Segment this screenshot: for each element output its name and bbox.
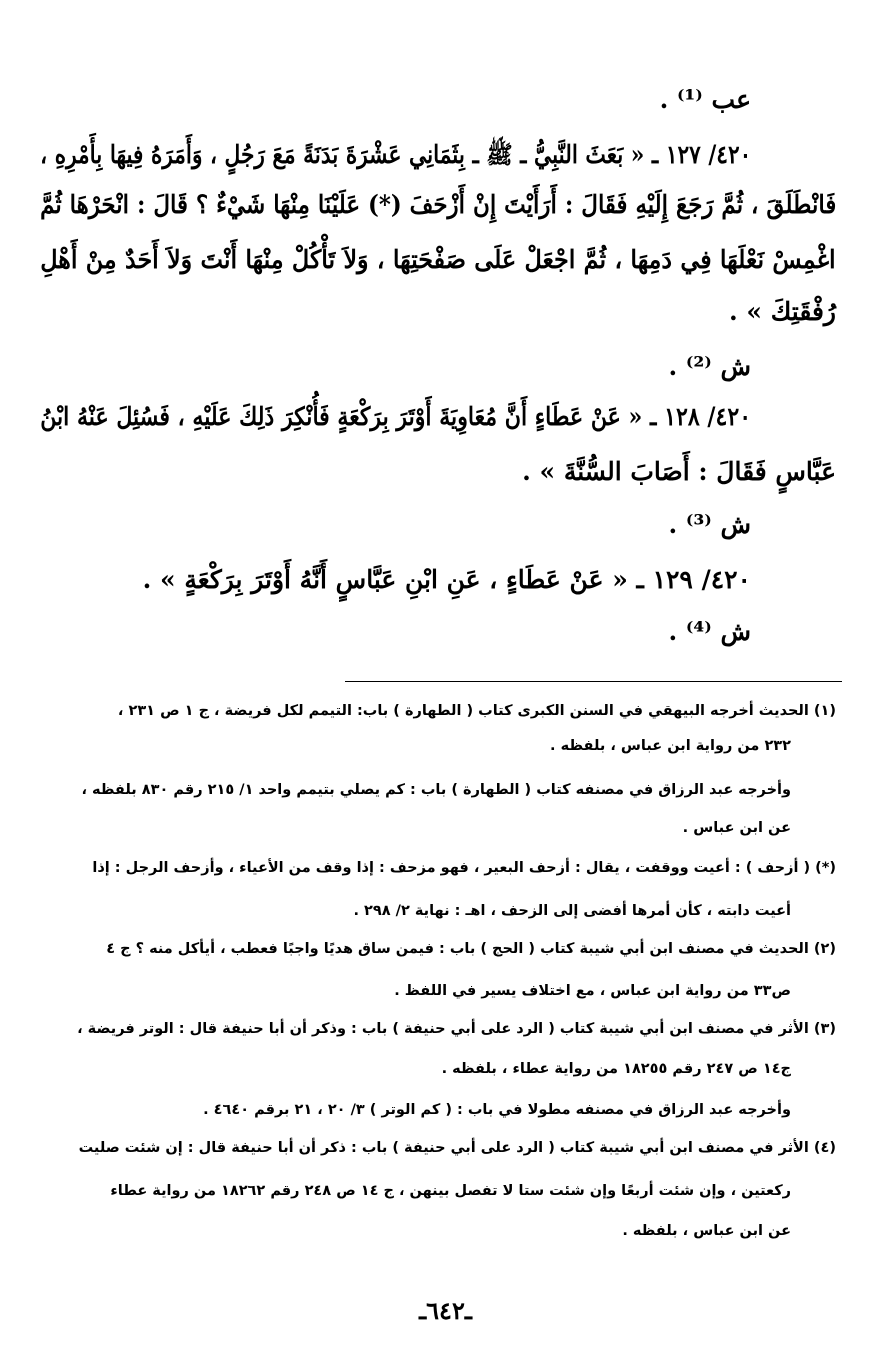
hadith-127-line-2: فَانْطَلَقَ ، ثُمَّ رَجَعَ إِلَيْهِ فَقَالَ : أَرَأَيْتَ إِنْ أَزْحَفَ (*) عَلَيْنَا مِنْهَا شَيْءٌ ؟ قَالَ : انْحَرْهَا ثُمَّ [39,190,836,219]
footnote-4-line-1: (٤) الأثر في مصنف ابن أبي شيبة كتاب ( الرد على أبي حنيفة ) باب : ذكر أن أبا حنيفة قال : إن شئت صليت [78,1140,836,1156]
reference-line-3: ش ⁽³⁾ . [668,510,751,539]
hadith-128-line-2: عَبَّاسٍ فَقَالَ : أَصَابَ السُّنَّةَ » . [522,457,836,486]
footnote-1-line-3: وأخرجه عبد الرزاق في مصنفه كتاب ( الطهارة ) باب : كم يصلي بتيمم واحد ١/ ٢١٥ رقم ٨٣٠ بلفظه ، [81,782,791,798]
reference-line-4: ش ⁽⁴⁾ . [668,617,751,646]
footnote-2-line-2: ص٣٣ من رواية ابن عباس ، مع اختلاف يسير في اللفظ . [394,983,791,999]
hadith-127-line-4: رُفْقَتِكَ » . [728,297,836,326]
reference-line-1: عب ⁽¹⁾ . [659,85,751,114]
footnote-4-line-2: ركعتين ، وإن شئت أربعًا وإن شئت ستا لا تفصل بينهن ، ج ١٤ ص ٢٤٨ رقم ١٨٢٦٢ من رواية عطاء [110,1183,791,1199]
footnote-1-line-1: (١) الحديث أخرجه البيهقي في السنن الكبرى كتاب ( الطهارة ) باب: التيمم لكل فريضة ، ج ١ ص ٢٣١ ، [117,703,836,719]
footnote-2-line-1: (٢) الحديث في مصنف ابن أبي شيبة كتاب ( الحج ) باب : فيمن ساق هديًا واجبًا فعطب ، أيأكل منه ؟ ج ٤ [106,941,836,957]
footnote-1-line-2: ٢٣٢ من رواية ابن عباس ، بلفظه . [550,738,791,754]
hadith-129-line-1: ٤٢٠/ ١٢٩ ـ « عَنْ عَطَاءٍ ، عَنِ ابْنِ عَبَّاسٍ أَنَّهُ أَوْتَرَ بِرَكْعَةٍ » . [142,565,751,594]
page-number: ـ٦٤٢ـ [419,1296,472,1325]
reference-line-2: ش ⁽²⁾ . [668,352,751,381]
footnote-star-line-1: (*) ( أزحف ) : أعيت ووقفت ، يقال : أزحف البعير ، فهو مزحف : إذا وقف من الأعياء ، وأزحف الرجل : إذا [92,860,836,876]
footnote-3-line-2: ج١٤ ص ٢٤٧ رقم ١٨٢٥٥ من رواية عطاء ، بلفظه . [441,1061,791,1077]
hadith-128-line-1: ٤٢٠/ ١٢٨ ـ « عَنْ عَطَاءٍ أَنَّ مُعَاوِيَةَ أَوْتَرَ بِرَكْعَةٍ فَأُنْكِرَ ذَلِكَ عَلَيْهِ ، فَسُئِلَ عَنْهُ ابْنُ [40,402,751,431]
hadith-127-line-3: اغْمِسْ نَعْلَهَا فِي دَمِهَا ، ثُمَّ اجْعَلْ عَلَى صَفْحَتِهَا ، وَلاَ تَأْكُلْ مِنْهَا أَنْتَ وَلاَ أَحَدٌ مِنْ أَهْلِ [40,245,836,274]
footnote-star-line-2: أعيت دابته ، كأن أمرها أفضى إلى الزحف ، اهـ : نهاية ٢/ ٢٩٨ . [353,903,791,919]
footnote-1-line-4: عن ابن عباس . [682,820,791,836]
hadith-127-line-1: ٤٢٠/ ١٢٧ ـ « بَعَثَ النَّبِيُّ ـ ﷺ ـ بِثَمَانِي عَشْرَةَ بَدَنَةً مَعَ رَجُلٍ ، وَأَمَرَهُ فِيهَا بِأَمْرِهِ ، [39,140,751,169]
footnote-3-line-3: وأخرجه عبد الرزاق في مصنفه مطولا في باب : ( كم الوتر ) ٣/ ٢٠ ، ٢١ برقم ٤٦٤٠ . [203,1102,791,1118]
footnote-4-line-3: عن ابن عباس ، بلفظه . [622,1223,791,1239]
footnote-3-line-1: (٣) الأثر في مصنف ابن أبي شيبة كتاب ( الرد على أبي حنيفة ) باب : وذكر أن أبا حنيفة قال : الوتر فريضة ، [77,1021,836,1037]
footnote-separator [345,681,842,682]
